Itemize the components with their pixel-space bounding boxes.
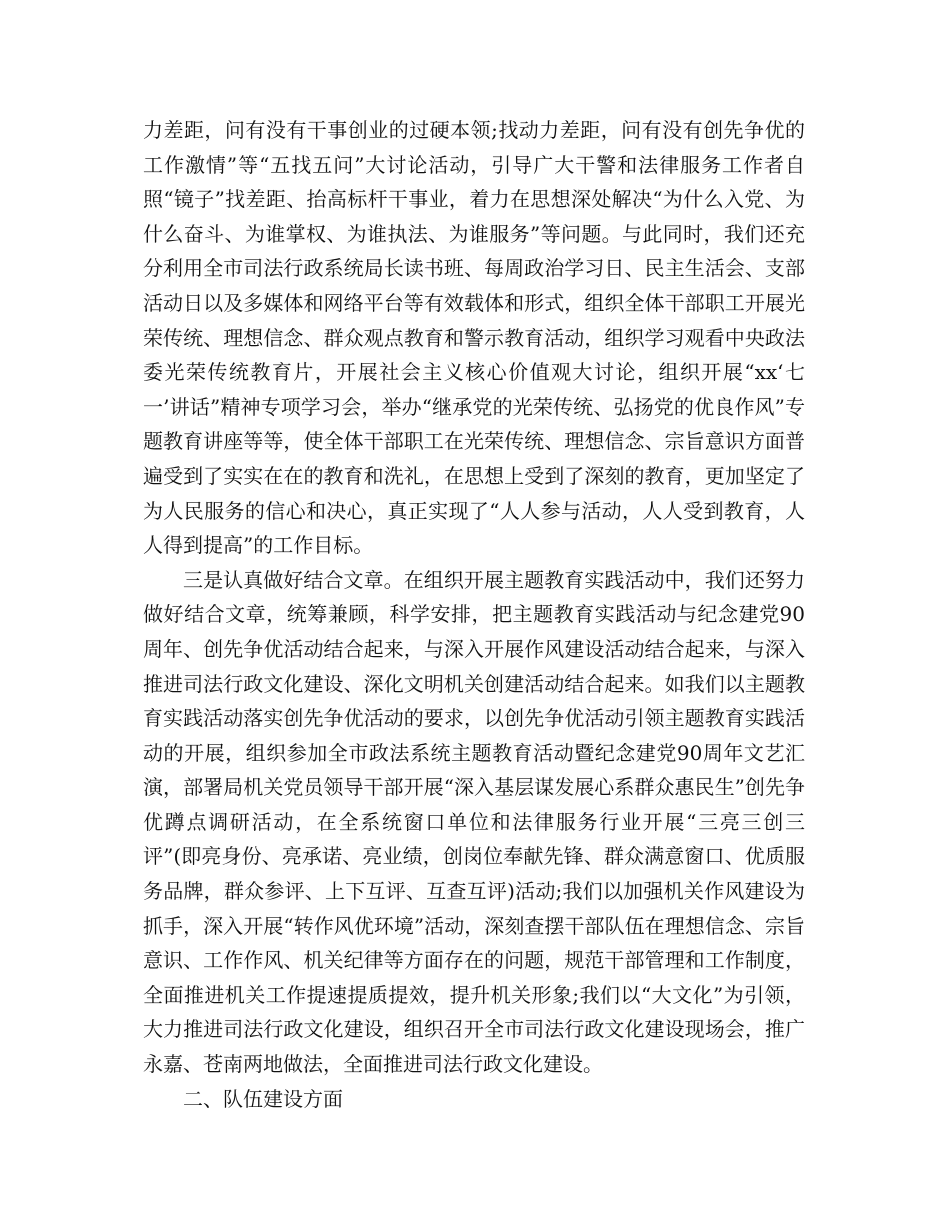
paragraph-continuation: 力差距，问有没有干事创业的过硬本领;找动力差距，问有没有创先争优的工作激情”等“五找五问”大讨论活动，引导广大干警和法律服务工作者自照“镜子”找差距、抬高标杆干事业，着力在思想深处解决“为什么入党、为什么奋斗、为谁掌权、为谁执法、为谁服务”等问题。与此同时，我们还充分利用全市司法行政系统局长读书班、每周政治学习日、民主生活会、支部活动日以及多媒体和网络平台等有效载体和形式，组织全体干部职工开展光荣传统、理想信念、群众观点教育和警示教育活动，组织学习观看中央政法委光荣传统教育片，开展社会主义核心价值观大讨论，组织开展“xx‘七一’讲话”精神专项学习会，举办“继承党的光荣传统、弘扬党的优良作风”专题教育讲座等等，使全体干部职工在光荣传统、理想信念、宗旨意识方面普遍受到了实实在在的教育和洗礼，在思想上受到了深刻的教育，更加坚定了为人民服务的信心和决心，真正实现了“人人参与活动，人人受到教育，人人得到提高”的工作目标。 [143,118,805,558]
section-heading-team-building: 二、队伍建设方面 [183,1086,343,1111]
document-body [143,113,805,1116]
paragraph-combination-work: 三是认真做好结合文章。在组织开展主题教育实践活动中，我们还努力做好结合文章，统筹兼顾，科学安排，把主题教育实践活动与纪念建党90周年、创先争优活动结合起来，与深入开展作风建设活动结合起来，与深入推进司法行政文化建设、深化文明机关创建活动结合起来。如我们以主题教育实践活动落实创先争优活动的要求，以创先争优活动引领主题教育实践活动的开展，组织参加全市政法系统主题教育活动暨纪念建党90周年文艺汇演，部署局机关党员领导干部开展“深入基层谋发展心系群众惠民生”创先争优蹲点调研活动，在全系统窗口单位和法律服务行业开展“三亮三创三评”(即亮身份、亮承诺、亮业绩，创岗位奉献先锋、群众满意窗口、优质服务品牌，群众参评、上下互评、互查互评)活动;我们以加强机关作风建设为抓手，深入开展“转作风优环境”活动，深刻查摆干部队伍在理想信念、宗旨意识、工作作风、机关纪律等方面存在的问题，规范干部管理和工作制度，全面推进机关工作提速提质提效，提升机关形象;我们以“大文化”为引领，大力推进司法行政文化建设，组织召开全市司法行政文化建设现场会，推广永嘉、苍南两地做法，全面推进司法行政文化建设。 [143,567,805,1077]
